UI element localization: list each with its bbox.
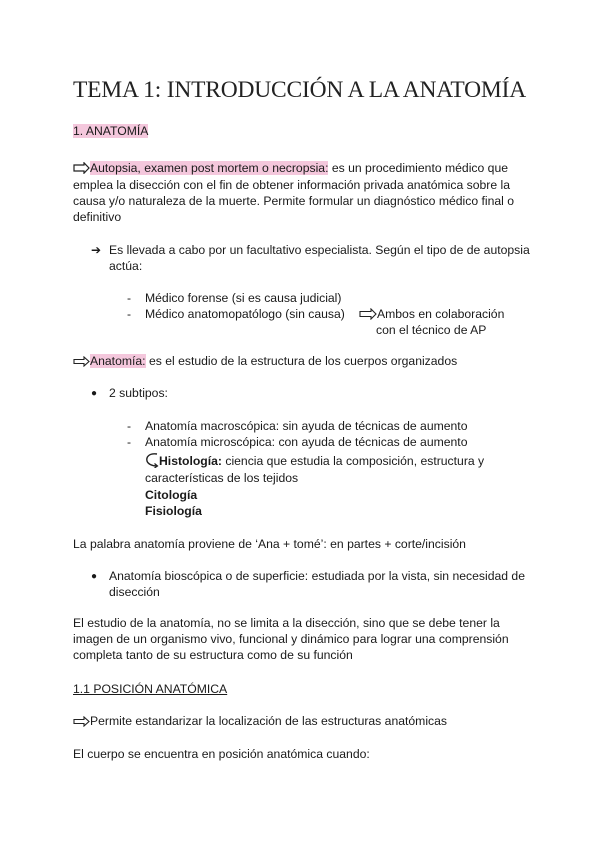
dash-bullet: - — [127, 307, 132, 321]
permite-line — [73, 713, 447, 729]
bioscopica-line-1: Anatomía bioscópica o de superficie: estudiada por la vista, sin necesidad de — [109, 569, 525, 583]
anatomia-macroscopica: Anatomía macroscópica: sin ayuda de técnicas de aumento — [145, 419, 468, 433]
estudio-line-2: imagen de un organismo vivo, funcional y dinámico para lograr una comprensión — [73, 632, 509, 646]
histologia-line-2: características de los tejidos — [145, 471, 299, 485]
histologia-line-1 — [145, 452, 484, 469]
autopsia-line-2: emplea la disección con el fin de obtener información privada anatómica sobre la — [73, 178, 510, 192]
bioscopica-line-2: disección — [109, 585, 160, 599]
facultativo-line-2: actúa: — [109, 259, 143, 273]
dash-bullet: - — [127, 435, 132, 449]
dot-bullet: ● — [91, 388, 98, 399]
medico-forense: Médico forense (si es causa judicial) — [145, 291, 342, 305]
anatomia-definition — [73, 353, 457, 369]
fisiologia: Fisiología — [145, 504, 202, 518]
anatomia-text: es el estudio de la estructura de los cuerpos organizados — [145, 354, 458, 368]
autopsia-line-4: definitivo — [73, 210, 122, 224]
curved-arrow-icon — [145, 452, 159, 468]
section-heading-posicion: 1.1 POSICIÓN ANATÓMICA — [73, 682, 228, 696]
ambos-line-2: con el técnico de AP — [376, 323, 487, 337]
anatomia-term: Anatomía: — [90, 354, 146, 368]
autopsia-line-1 — [73, 160, 508, 176]
autopsia-text: es un procedimiento médico que — [328, 161, 509, 175]
ambos-line-1 — [359, 306, 504, 322]
citologia: Citología — [145, 488, 198, 502]
histologia-text: ciencia que estudia la composición, estructura y — [221, 454, 485, 468]
estudio-line-1: El estudio de la anatomía, no se limita a la disección, sino que se debe tener la — [73, 616, 500, 630]
medico-anatomopatologo: Médico anatomopatólogo (sin causa) — [145, 307, 345, 321]
ambos-text: Ambos en colaboración — [377, 307, 505, 321]
dot-bullet: ● — [91, 571, 98, 582]
autopsia-line-3: causa y/o naturaleza de la muerte. Permite formular un diagnóstico médico final o — [73, 194, 515, 208]
estudio-line-3: completa tanto de su estructura como de su función — [73, 648, 353, 662]
dash-bullet: - — [127, 291, 132, 305]
right-arrow-icon — [73, 356, 90, 367]
section-heading-text: 1. ANATOMÍA — [73, 124, 149, 138]
right-arrow-icon — [73, 716, 90, 727]
arrow-bullet: ➔ — [91, 243, 102, 257]
facultativo-line-1: Es llevada a cabo por un facultativo especialista. Según el tipo de de autopsia — [109, 243, 530, 257]
permite-text: Permite estandarizar la localización de las estructuras anatómicas — [90, 714, 447, 728]
anatomia-microscopica: Anatomía microscópica: con ayuda de técnicas de aumento — [145, 435, 468, 449]
histologia-term: Histología: — [159, 454, 222, 468]
palabra-anatomia: La palabra anatomía proviene de ‘Ana + tomé’: en partes + corte/incisión — [73, 537, 466, 551]
dash-bullet: - — [127, 419, 132, 433]
section-heading-anatomia — [73, 123, 148, 139]
autopsia-term: Autopsia, examen post mortem o necropsia: — [90, 161, 329, 175]
subtipos-label: 2 subtipos: — [109, 386, 168, 400]
page-title: TEMA 1: INTRODUCCIÓN A LA ANATOMÍA — [73, 77, 526, 103]
cuerpo-line: El cuerpo se encuentra en posición anatómica cuando: — [73, 747, 370, 761]
right-arrow-icon — [359, 308, 377, 320]
right-arrow-icon — [73, 162, 90, 174]
